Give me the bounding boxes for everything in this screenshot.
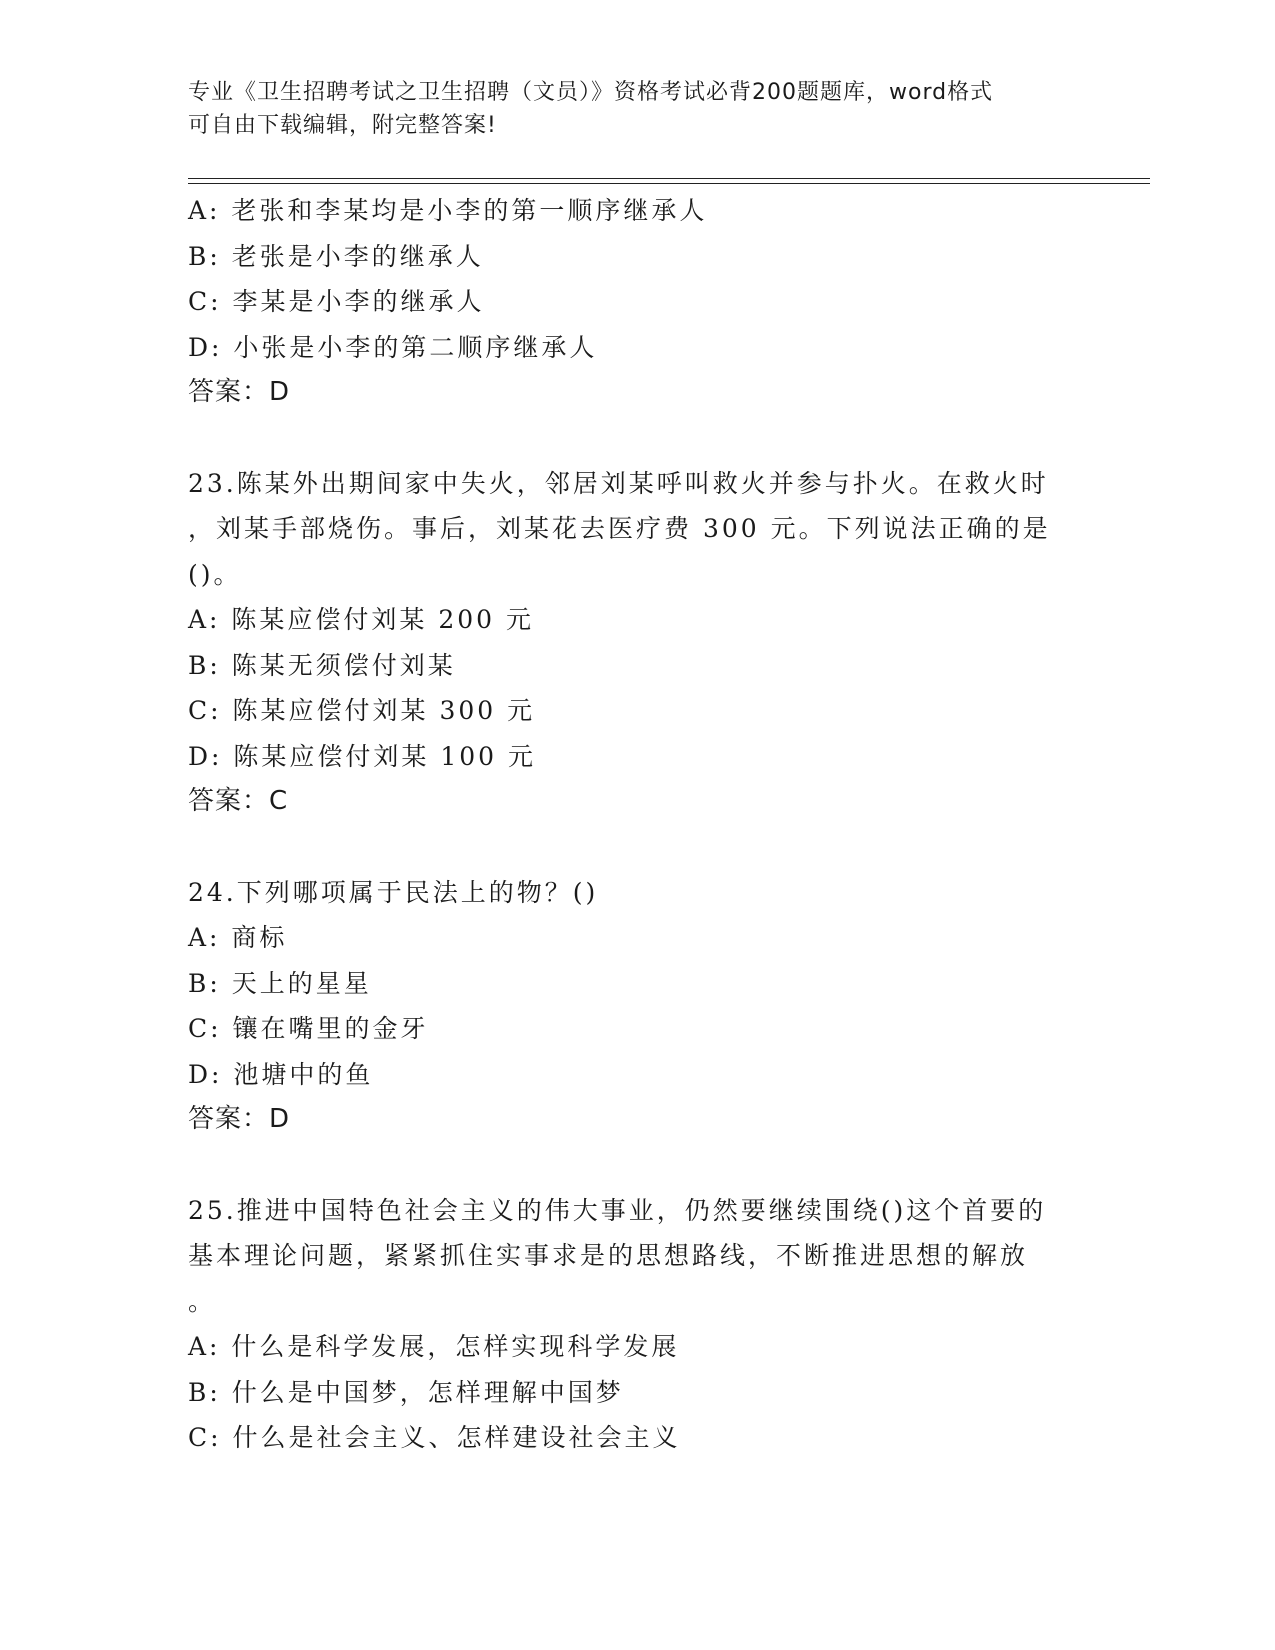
header-divider <box>188 178 1150 184</box>
option-b: B: 陈某无须偿付刘某 <box>188 650 456 680</box>
question-25 <box>188 1188 1068 1461</box>
option-c: C: 镶在嘴里的金牙 <box>188 1014 429 1043</box>
option-b: B: 什么是中国梦，怎样理解中国梦 <box>188 1377 624 1407</box>
answer-line: 答案：D <box>188 377 291 407</box>
document-header <box>188 76 1068 142</box>
question-spacer <box>188 825 1068 870</box>
option-d: D: 陈某应偿付刘某 100 元 <box>188 741 537 771</box>
question-stem-line: 23.陈某外出期间家中失火，邻居刘某呼叫救火并参与扑火。在救火时 <box>188 468 1049 498</box>
option-c: C: 什么是社会主义、怎样建设社会主义 <box>188 1423 681 1452</box>
option-a: A: 老张和李某均是小李的第一顺序继承人 <box>188 196 708 225</box>
answer-line: 答案：D <box>188 1104 291 1134</box>
option-a: A: 陈某应偿付刘某 200 元 <box>188 605 535 634</box>
option-a: A: 商标 <box>188 923 288 952</box>
option-b: B: 天上的星星 <box>188 968 372 998</box>
question-spacer <box>188 1143 1068 1188</box>
question-22 <box>188 188 1068 416</box>
question-stem-line: 24.下列哪项属于民法上的物？() <box>188 877 599 907</box>
question-23 <box>188 461 1068 825</box>
question-stem-line: 25.推进中国特色社会主义的伟大事业，仍然要继续围绕()这个首要的 <box>188 1195 1047 1225</box>
question-stem-line: ()。 <box>188 559 242 589</box>
question-24 <box>188 870 1068 1143</box>
answer-line: 答案：C <box>188 786 289 816</box>
question-stem-line: 基本理论问题，紧紧抓住实事求是的思想路线，不断推进思想的解放 <box>188 1241 1029 1270</box>
option-b: B: 老张是小李的继承人 <box>188 241 484 271</box>
question-stem-line: 。 <box>188 1286 217 1316</box>
option-d: D: 池塘中的鱼 <box>188 1059 374 1089</box>
option-a: A: 什么是科学发展，怎样实现科学发展 <box>188 1332 680 1361</box>
header-line-2: 可自由下载编辑，附完整答案! <box>188 113 497 138</box>
option-c: C: 陈某应偿付刘某 300 元 <box>188 696 536 725</box>
question-stem-line: ，刘某手部烧伤。事后，刘某花去医疗费 300 元。下列说法正确的是 <box>188 514 1051 543</box>
option-d: D: 小张是小李的第二顺序继承人 <box>188 332 598 362</box>
question-spacer <box>188 416 1068 461</box>
question-list <box>188 188 1068 1461</box>
header-line-1: 专业《卫生招聘考试之卫生招聘（文员）》资格考试必背200题题库，word格式 <box>188 80 994 105</box>
option-c: C: 李某是小李的继承人 <box>188 287 485 316</box>
